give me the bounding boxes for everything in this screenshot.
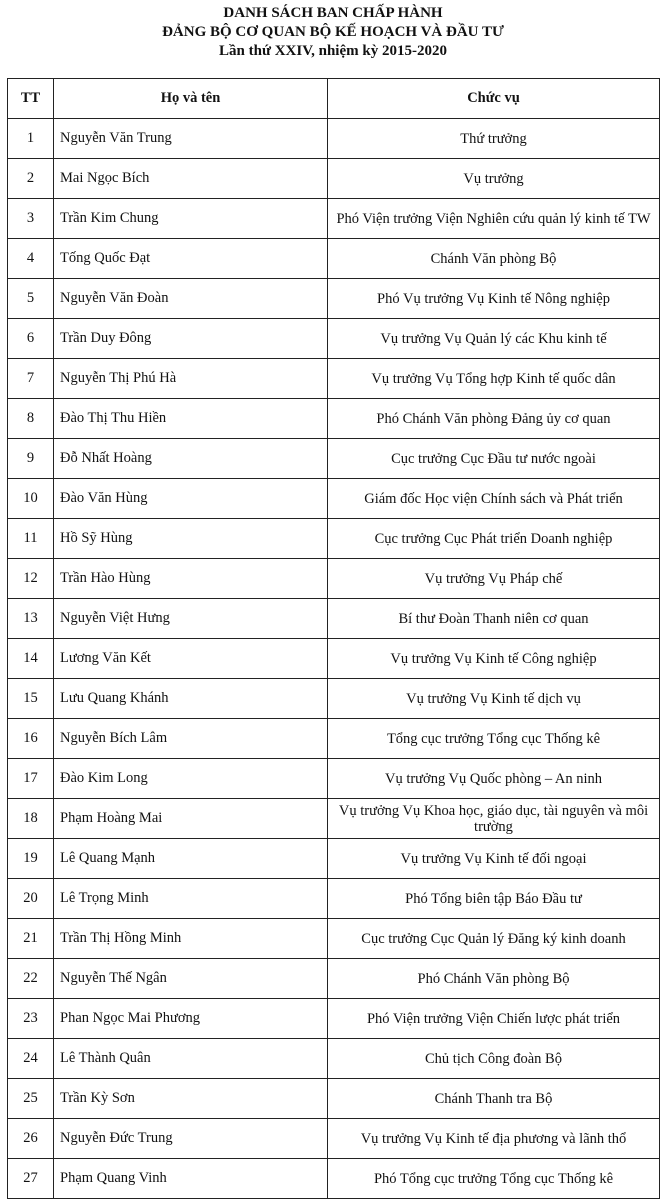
member-position: Chủ tịch Công đoàn Bộ — [328, 1039, 660, 1079]
member-position: Vụ trưởng Vụ Quốc phòng – An ninh — [328, 759, 660, 799]
member-name: Đào Thị Thu Hiền — [54, 399, 328, 439]
table-row — [8, 399, 660, 439]
row-number: 21 — [8, 919, 54, 959]
table-row — [8, 799, 660, 839]
member-position: Vụ trưởng Vụ Kinh tế đối ngoại — [328, 839, 660, 879]
member-name: Phạm Hoàng Mai — [54, 799, 328, 839]
row-number: 27 — [8, 1159, 54, 1199]
member-name: Lưu Quang Khánh — [54, 679, 328, 719]
member-position: Vụ trưởng Vụ Kinh tế dịch vụ — [328, 679, 660, 719]
member-position: Vụ trưởng — [328, 159, 660, 199]
member-position: Vụ trưởng Vụ Kinh tế Công nghiệp — [328, 639, 660, 679]
member-name: Nguyễn Việt Hưng — [54, 599, 328, 639]
row-number: 14 — [8, 639, 54, 679]
document-header — [0, 0, 666, 70]
column-header-position: Chức vụ — [328, 79, 660, 119]
row-number: 19 — [8, 839, 54, 879]
member-position: Vụ trưởng Vụ Quản lý các Khu kinh tế — [328, 319, 660, 359]
member-position: Tổng cục trưởng Tổng cục Thống kê — [328, 719, 660, 759]
member-position: Phó Tổng cục trưởng Tổng cục Thống kê — [328, 1159, 660, 1199]
row-number: 1 — [8, 119, 54, 159]
member-position: Phó Chánh Văn phòng Bộ — [328, 959, 660, 999]
member-name: Trần Duy Đông — [54, 319, 328, 359]
table-row — [8, 119, 660, 159]
member-name: Nguyễn Đức Trung — [54, 1119, 328, 1159]
member-name: Tống Quốc Đạt — [54, 239, 328, 279]
table-row — [8, 199, 660, 239]
member-name: Nguyễn Bích Lâm — [54, 719, 328, 759]
row-number: 15 — [8, 679, 54, 719]
table-row — [8, 639, 660, 679]
member-name: Trần Thị Hồng Minh — [54, 919, 328, 959]
row-number: 8 — [8, 399, 54, 439]
row-number: 4 — [8, 239, 54, 279]
member-position: Vụ trưởng Vụ Kinh tế địa phương và lãnh thổ — [328, 1119, 660, 1159]
member-position: Vụ trưởng Vụ Khoa học, giáo dục, tài nguyên và môi trường — [328, 799, 660, 839]
member-position: Phó Viện trưởng Viện Chiến lược phát triển — [328, 999, 660, 1039]
member-position: Vụ trưởng Vụ Tổng hợp Kinh tế quốc dân — [328, 359, 660, 399]
table-row — [8, 839, 660, 879]
table-row — [8, 1079, 660, 1119]
member-name: Trần Kim Chung — [54, 199, 328, 239]
table-row — [8, 1159, 660, 1199]
member-name: Lê Thành Quân — [54, 1039, 328, 1079]
row-number: 10 — [8, 479, 54, 519]
table-row — [8, 319, 660, 359]
member-position: Chánh Thanh tra Bộ — [328, 1079, 660, 1119]
member-position: Cục trưởng Cục Đầu tư nước ngoài — [328, 439, 660, 479]
row-number: 2 — [8, 159, 54, 199]
row-number: 25 — [8, 1079, 54, 1119]
member-name: Lê Quang Mạnh — [54, 839, 328, 879]
row-number: 24 — [8, 1039, 54, 1079]
table-body — [8, 119, 660, 1199]
row-number: 9 — [8, 439, 54, 479]
member-name: Mai Ngọc Bích — [54, 159, 328, 199]
table-row — [8, 679, 660, 719]
member-position: Phó Tổng biên tập Báo Đầu tư — [328, 879, 660, 919]
members-table — [7, 78, 660, 1199]
member-position: Chánh Văn phòng Bộ — [328, 239, 660, 279]
table-row — [8, 599, 660, 639]
member-name: Phan Ngọc Mai Phương — [54, 999, 328, 1039]
table-row — [8, 919, 660, 959]
table-row — [8, 159, 660, 199]
table-row — [8, 439, 660, 479]
member-position: Giám đốc Học viện Chính sách và Phát triển — [328, 479, 660, 519]
member-position: Thứ trưởng — [328, 119, 660, 159]
member-name: Lê Trọng Minh — [54, 879, 328, 919]
table-row — [8, 959, 660, 999]
row-number: 20 — [8, 879, 54, 919]
row-number: 11 — [8, 519, 54, 559]
row-number: 22 — [8, 959, 54, 999]
member-name: Trần Hào Hùng — [54, 559, 328, 599]
title-line-2: ĐẢNG BỘ CƠ QUAN BỘ KẾ HOẠCH VÀ ĐẦU TƯ — [162, 24, 504, 40]
member-name: Đỗ Nhất Hoàng — [54, 439, 328, 479]
row-number: 12 — [8, 559, 54, 599]
member-name: Nguyễn Văn Đoàn — [54, 279, 328, 319]
column-header-tt: TT — [8, 79, 54, 119]
member-name: Trần Kỳ Sơn — [54, 1079, 328, 1119]
title-line-1: DANH SÁCH BAN CHẤP HÀNH — [223, 5, 443, 21]
member-position: Cục trưởng Cục Quản lý Đăng ký kinh doanh — [328, 919, 660, 959]
member-name: Lương Văn Kết — [54, 639, 328, 679]
member-name: Đào Văn Hùng — [54, 479, 328, 519]
table-row — [8, 519, 660, 559]
row-number: 23 — [8, 999, 54, 1039]
member-position: Phó Vụ trưởng Vụ Kinh tế Nông nghiệp — [328, 279, 660, 319]
member-name: Nguyễn Thị Phú Hà — [54, 359, 328, 399]
member-name: Phạm Quang Vinh — [54, 1159, 328, 1199]
row-number: 3 — [8, 199, 54, 239]
table-header-row — [8, 79, 660, 119]
row-number: 17 — [8, 759, 54, 799]
row-number: 7 — [8, 359, 54, 399]
table-row — [8, 279, 660, 319]
row-number: 16 — [8, 719, 54, 759]
table-row — [8, 879, 660, 919]
row-number: 18 — [8, 799, 54, 839]
table-row — [8, 559, 660, 599]
member-position: Bí thư Đoàn Thanh niên cơ quan — [328, 599, 660, 639]
table-row — [8, 1039, 660, 1079]
member-name: Đào Kim Long — [54, 759, 328, 799]
member-position: Vụ trưởng Vụ Pháp chế — [328, 559, 660, 599]
row-number: 26 — [8, 1119, 54, 1159]
table-row — [8, 719, 660, 759]
member-name: Nguyễn Văn Trung — [54, 119, 328, 159]
table-row — [8, 759, 660, 799]
table-row — [8, 1119, 660, 1159]
row-number: 5 — [8, 279, 54, 319]
member-position: Phó Viện trưởng Viện Nghiên cứu quản lý kinh tế TW — [328, 199, 660, 239]
title-line-3: Lần thứ XXIV, nhiệm kỳ 2015-2020 — [219, 43, 447, 59]
table-row — [8, 239, 660, 279]
member-name: Nguyễn Thế Ngân — [54, 959, 328, 999]
member-position: Cục trưởng Cục Phát triển Doanh nghiệp — [328, 519, 660, 559]
row-number: 13 — [8, 599, 54, 639]
member-position: Phó Chánh Văn phòng Đảng ủy cơ quan — [328, 399, 660, 439]
row-number: 6 — [8, 319, 54, 359]
member-name: Hồ Sỹ Hùng — [54, 519, 328, 559]
table-row — [8, 999, 660, 1039]
table-row — [8, 359, 660, 399]
column-header-name: Họ và tên — [54, 79, 328, 119]
table-row — [8, 479, 660, 519]
